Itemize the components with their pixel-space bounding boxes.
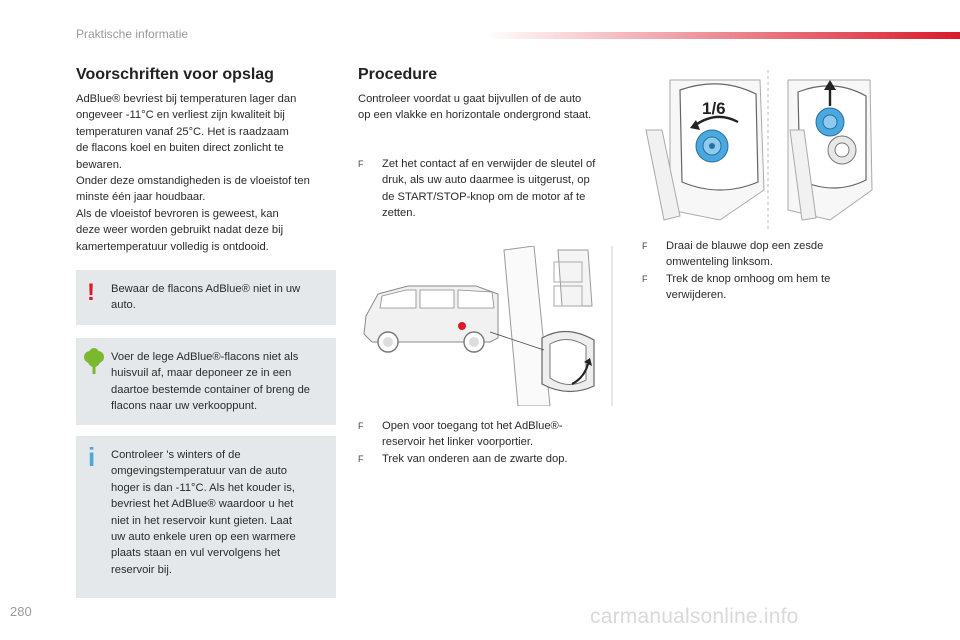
bullet-icon: F (358, 159, 364, 169)
blue-cap-illustration (640, 70, 880, 230)
info-text: Controleer 's winters of de omgevingstemperatuur van de auto hoger is dan -11°C. Als het kouder is, bevriest het AdBlue® waardoor u het niet in het reservoir kunt gieten. Laat uw auto enkele uren op een warmere plaats staan en vul vervolgens het reservoir bij. (111, 449, 296, 576)
page-number: 280 (10, 604, 32, 619)
bullet-icon: F (358, 421, 364, 431)
bullet-icon: F (358, 454, 364, 464)
warning-icon: ! (87, 279, 95, 306)
procedure-heading: Procedure (358, 66, 438, 83)
procedure-intro: Controleer voordat u gaat bijvullen of de auto op een vlakke en horizontale ondergrond staat. (358, 93, 592, 122)
bullet-icon: F (642, 274, 648, 284)
header-accent-bar (486, 32, 960, 39)
tree-icon (83, 348, 105, 376)
step-remove-knob: F Trek de knop omhoog om hem te verwijderen. (642, 273, 831, 302)
bullet-icon: F (642, 241, 648, 251)
watermark: carmanualsonline.info (590, 605, 799, 628)
van-door-illustration (358, 246, 620, 406)
step-turn-cap: F Draai de blauwe dop een zesde omwenteling linksom. (642, 240, 824, 269)
warning-text: Bewaar de flacons AdBlue® niet in uw auto. (111, 283, 301, 312)
step-pull-cap: F Trek van onderen aan de zwarte dop. (358, 451, 628, 467)
warning-box (76, 270, 336, 325)
environment-text: Voer de lege AdBlue®-flacons niet als huisvuil af, maar deponeer ze in een daartoe bestemde container of breng de flacons naar uw verkooppunt. (111, 351, 311, 413)
section-header: Praktische informatie (76, 27, 189, 41)
environment-box (76, 338, 336, 425)
step-open-door: F Open voor toegang tot het AdBlue®- reservoir het linker voorportier. (358, 420, 563, 449)
cap-rotation-label: 1/6 (702, 99, 726, 118)
info-icon: i (88, 442, 96, 472)
storage-body: AdBlue® bevriest bij temperaturen lager dan ongeveer -11°C en verliest zijn kwaliteit bij temperaturen vanaf 25°C. Het is raadzaam de flacons koel en buiten direct zonlicht te bewaren. Onder deze omstandigheden is de vloeistof ten minste één jaar houdbaar. Als de vloeistof bevroren is geweest, kan deze weer worden gebruikt nadat deze bij kamertemperatuur volledig is ontdooid. (76, 93, 310, 253)
storage-heading: Voorschriften voor opslag (76, 66, 274, 83)
info-box (76, 436, 336, 598)
step-ignition-off: F Zet het contact af en verwijder de sleutel of druk, als uw auto daarmee is uitgerust, op de START/STOP-knop om de motor af te zetten. (358, 158, 596, 220)
